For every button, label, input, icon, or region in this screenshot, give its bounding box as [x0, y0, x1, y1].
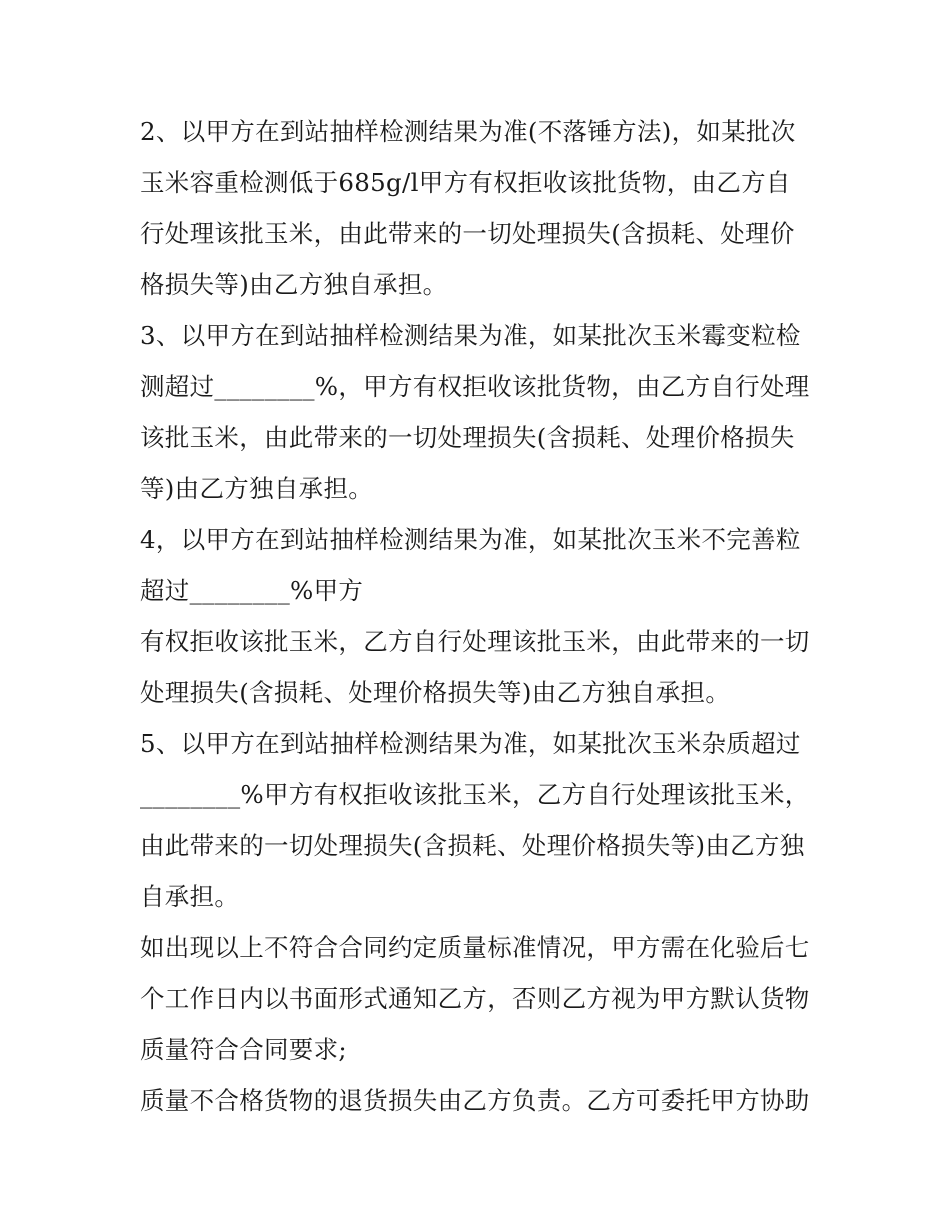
- text-line: 如出现以上不符合合同约定质量标准情况，甲方需在化验后七: [140, 933, 810, 962]
- text-line: 3、以甲方在到站抽样检测结果为准，如某批次玉米霉变粒检: [140, 321, 801, 350]
- text-line: 质量不合格货物的退货损失由乙方负责。乙方可委托甲方协助: [140, 1086, 810, 1115]
- text-line: 格损失等)由乙方独自承担。: [140, 270, 448, 299]
- clause-4-paragraph: [140, 514, 820, 718]
- text-line: 自承担。: [140, 882, 240, 911]
- text-line: 等)由乙方独自承担。: [140, 474, 374, 503]
- clause-5-paragraph: [140, 718, 820, 922]
- text-line: 有权拒收该批玉米，乙方自行处理该批玉米，由此带来的一切: [140, 627, 810, 656]
- text-line: 个工作日内以书面形式通知乙方，否则乙方视为甲方默认货物: [140, 984, 810, 1013]
- text-line: 5、以甲方在到站抽样检测结果为准，如某批次玉米杂质超过: [140, 729, 801, 758]
- notice-paragraph: [140, 922, 820, 1075]
- text-line: ________%甲方有权拒收该批玉米，乙方自行处理该批玉米，: [140, 780, 810, 809]
- document-body: [140, 106, 820, 1126]
- clause-3-paragraph: [140, 310, 820, 514]
- text-line: 测超过________%，甲方有权拒收该批货物，由乙方自行处理: [140, 372, 810, 401]
- text-line: 由此带来的一切处理损失(含损耗、处理价格损失等)由乙方独: [140, 831, 805, 860]
- text-line: 玉米容重检测低于685g/l甲方有权拒收该批货物，由乙方自: [140, 168, 791, 197]
- text-line: 4，以甲方在到站抽样检测结果为准，如某批次玉米不完善粒: [140, 525, 801, 554]
- text-line: 行处理该批玉米，由此带来的一切处理损失(含损耗、处理价: [140, 219, 795, 248]
- text-line: 处理损失(含损耗、处理价格损失等)由乙方独自承担。: [140, 678, 731, 707]
- text-line: 质量符合合同要求;: [140, 1035, 347, 1064]
- text-line: 该批玉米，由此带来的一切处理损失(含损耗、处理价格损失: [140, 423, 795, 452]
- returns-paragraph: [140, 1075, 820, 1126]
- text-line: 超过________%甲方: [140, 576, 364, 605]
- text-line: 2、以甲方在到站抽样检测结果为准(不落锤方法)，如某批次: [140, 117, 796, 146]
- clause-2-paragraph: [140, 106, 820, 310]
